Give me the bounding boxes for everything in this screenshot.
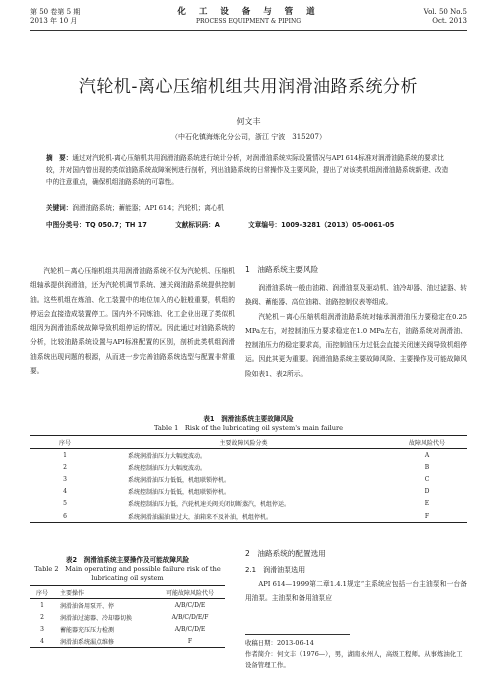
paper-author: 何文丰 xyxy=(236,117,261,126)
table-2-header-cell: 主要操作 xyxy=(54,586,155,599)
table-cell: D xyxy=(424,488,430,496)
section-2-1-heading: 2.1 润滑油泵选用 xyxy=(245,566,306,574)
table-2-header-cell: 可能故障风险代号 xyxy=(155,586,225,599)
table-cell: C xyxy=(424,475,430,483)
section-2 xyxy=(245,548,467,606)
table-cell: 1 xyxy=(40,601,44,609)
table-1-header-cell: 序号 xyxy=(30,436,100,449)
table-cell: 4 xyxy=(63,488,67,496)
document-code: 文献标识码：A xyxy=(175,221,220,229)
table-1-header-row xyxy=(30,436,467,449)
table-cell: 2 xyxy=(63,463,67,471)
journal-name xyxy=(0,8,497,26)
table-cell: E xyxy=(424,500,430,508)
intro-paragraph: 汽轮机－离心压缩机组共用润滑油路系统不仅为汽轮机、压缩机组轴承提供润滑油，还为汽轮机调节系统、速关阀油路系统提供控制油。这些机组在炼油、化工装置中的地位加入的心脏般重要，机组的停运会直接造成装置停工。国内外不同炼油、化工企业出现了类似机组因为润滑油系统故障导致机组停运的情况。因此通过对油路系统的分析，比较油路系统设置与API标准配置的区别，剖析此类机组润滑油系统出现问题的根源，从而进一步完善油路系统选型与配置非常重要。 xyxy=(30,267,235,376)
clc-number: 中图分类号：TQ 050.7；TH 17 xyxy=(46,221,147,229)
section-1-paragraph-2: 汽轮机－离心压缩机组润滑油路系统对轴承润滑油压力要稳定在0.25 MPa左右，对控制油压力要求稳定在1.0 MPa左右，油路系统对润滑油、控制油压力的稳定要求高，而控制油压力过低会直接关闭速关阀导致机组停运。因此其更为重要。润滑油路系统主要故障风险、主要操作及可能故障风险如表1、表2所示。 xyxy=(245,312,467,378)
volume-issue-en: Vol. 50 No.5 xyxy=(423,8,467,16)
table-cell: A xyxy=(424,451,430,459)
table-2-caption-en-1: Table 2 Main operating and possible failure risk of the xyxy=(34,565,221,573)
keywords-label: 关键词： xyxy=(46,204,73,212)
footnote-rule xyxy=(245,634,350,635)
table-row xyxy=(30,486,467,498)
author-bio: 作者简介：何文丰（1976—），男，湖南永州人，高级工程师。从事炼油化工设备管理工作。 xyxy=(245,650,463,669)
table-2-grid xyxy=(30,585,225,648)
table-cell: 6 xyxy=(30,510,100,523)
issue-date-en: Oct. 2013 xyxy=(432,17,467,25)
table-cell: 系统润滑油压力大幅度波动。 xyxy=(128,452,207,460)
table-1 xyxy=(30,415,467,523)
table-cell: 3 xyxy=(63,475,67,483)
table-cell: 系统润滑油压力低低，机组联锁停机。 xyxy=(128,476,231,484)
table-1-caption xyxy=(30,415,467,433)
table-2-header-cell: 序号 xyxy=(30,586,54,599)
table-1-caption-cn: 表1 润滑油系统主要故障风险 xyxy=(203,415,294,423)
table-cell: A/B/C/D/E xyxy=(174,601,206,609)
table-row xyxy=(30,599,225,612)
table-row xyxy=(30,449,467,462)
table-cell: A/B/C/D/E xyxy=(174,625,206,633)
intro-column xyxy=(30,264,235,378)
section-1-heading: 1 油路系统主要风险 xyxy=(245,265,319,274)
table-2-caption-en-2: lubricating oil system xyxy=(91,574,164,582)
table-row xyxy=(30,611,225,623)
table-cell: B xyxy=(424,463,430,471)
table-row xyxy=(30,635,225,648)
issue-info-en xyxy=(424,8,467,26)
table-cell: F xyxy=(387,510,467,523)
table-2 xyxy=(30,556,225,648)
table-cell: 5 xyxy=(63,500,67,508)
table-cell: 3 xyxy=(40,625,44,633)
table-cell: 1 xyxy=(63,451,67,459)
table-row xyxy=(30,510,467,523)
table-cell: 系统控制油压力低，汽轮机速关阀关闭切断蒸汽，机组停运。 xyxy=(128,501,291,509)
abstract-label: 摘 要： xyxy=(46,154,73,162)
article-number: 文章编号：1009-3281（2013）05-0061-05 xyxy=(248,221,395,229)
section-1-paragraph-1: 润滑油系统一般由油箱、润滑油泵及驱动机、油冷却器、油过滤器、转换阀、蓄能器、高位油箱、油路控制仪表等组成。 xyxy=(245,284,467,307)
table-2-caption xyxy=(30,556,225,583)
table-row xyxy=(30,461,467,473)
journal-name-cn: 化 工 设 备 与 管 道 xyxy=(177,7,320,17)
table-cell: 4 xyxy=(30,635,54,648)
table-cell: 系统控制油压力大幅度波动。 xyxy=(128,464,207,472)
received-date: 收稿日期：2013-06-14 xyxy=(245,639,314,647)
table-1-caption-en: Table 1 Risk of the lubricating oil system's main failure xyxy=(153,424,344,432)
table-cell: F xyxy=(155,635,225,648)
section-2-body xyxy=(245,577,467,606)
table-cell: 2 xyxy=(40,613,44,621)
header-rule xyxy=(30,30,467,31)
table-cell: 润滑油系统漏点维修 xyxy=(54,635,155,648)
table-1-grid xyxy=(30,435,467,523)
paper-title: 汽轮机-离心压缩机组共用润滑油路系统分析 xyxy=(78,77,419,97)
table-cell: 系统润滑油漏油量过大，油箱来不及补油，机组停机。 xyxy=(100,510,387,523)
volume-issue: 第 50 卷第 5 期 xyxy=(30,8,81,16)
keywords-text: 润滑油路系统；蓄能器；API 614；汽轮机；离心机 xyxy=(72,204,225,212)
abstract xyxy=(46,152,451,188)
keywords xyxy=(46,202,451,212)
table-row xyxy=(30,498,467,510)
issue-date: 2013 年 10 月 xyxy=(30,17,78,25)
table-cell: 润滑油过滤器、冷却器切换 xyxy=(60,614,133,622)
footnote xyxy=(245,638,467,671)
classification-line xyxy=(46,219,466,229)
table-cell: 系统控制油压力低低，机组联锁停机。 xyxy=(128,489,231,497)
table-2-caption-cn: 表2 润滑油系统主要操作及可能故障风险 xyxy=(65,556,190,564)
abstract-text: 通过对汽轮机-离心压缩机共用润滑油路系统进行统计分析，对润滑油系统实际设置情况与API 614标准对润滑油路系统的要求比较，并对国内曾出现的类似油路系统故障案例进行剖析，列出油路系统的日常操作及主要风险，提出了对该类机组润滑油路系统新建、改造中的注意重点，确保机组油路系统的可靠性。 xyxy=(46,154,449,186)
table-row xyxy=(30,623,225,635)
section-1-body xyxy=(245,281,467,381)
table-row xyxy=(30,473,467,485)
section-1 xyxy=(245,264,467,381)
table-cell: 蓄能器充压压力检测 xyxy=(60,626,115,634)
table-1-header-cell: 主要故障风险分类 xyxy=(100,436,387,449)
table-2-header-row xyxy=(30,586,225,599)
table-cell: 润滑油备用泵开、停 xyxy=(60,602,115,610)
table-1-header-cell: 故障风险代号 xyxy=(387,436,467,449)
journal-name-en: PROCESS EQUIPMENT & PIPING xyxy=(195,18,302,25)
author-affiliation: （中石化镇海炼化分公司，浙江 宁波 315207） xyxy=(171,133,326,141)
section-2-paragraph-1: API 614—1999第二章1.4.1规定“主系统应包括一台主油泵和一台备用油泵。主油泵和备用油泵应 xyxy=(245,580,467,603)
section-2-heading: 2 油路系统的配置选用 xyxy=(245,549,326,558)
table-cell: A/B/C/D/E/F xyxy=(171,613,209,621)
